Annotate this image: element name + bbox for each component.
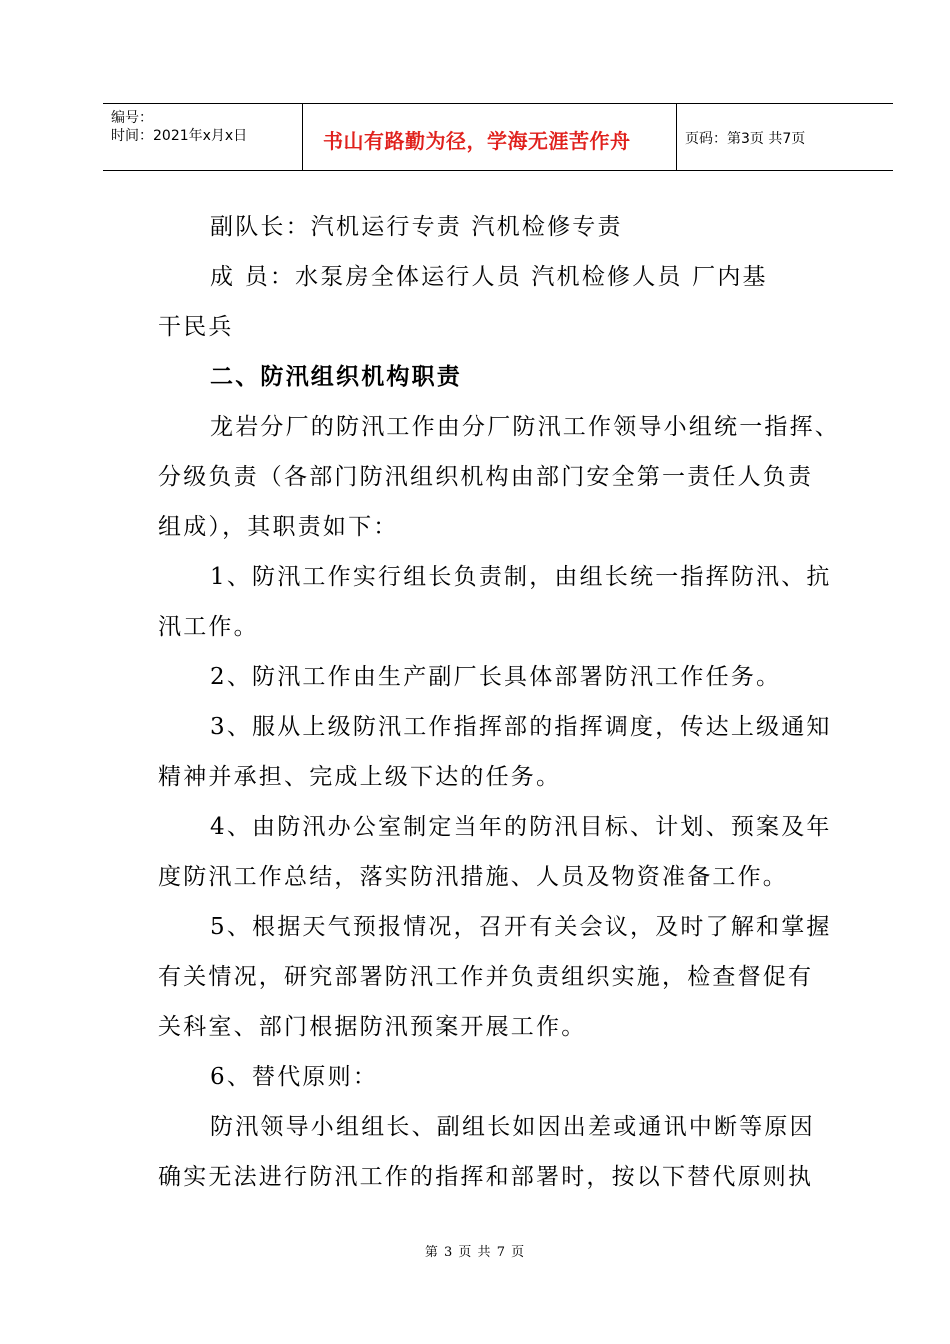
- header-motto: 书山有路勤为径，学海无涯苦作舟: [323, 129, 631, 153]
- paragraph-line: 分级负责（各部门防汛组织机构由部门安全第一责任人负责: [158, 464, 814, 490]
- paragraph-line: 确实无法进行防汛工作的指挥和部署时，按以下替代原则执: [158, 1164, 814, 1190]
- list-item-5: 5、根据天气预报情况，召开有关会议，及时了解和掌握: [210, 914, 832, 940]
- section-heading: 二、防汛组织机构职责: [210, 364, 462, 390]
- list-item-6: 6、替代原则：: [210, 1064, 379, 1090]
- list-item-2: 2、防汛工作由生产副厂长具体部署防汛工作任务。: [210, 664, 782, 690]
- document-header: [103, 103, 893, 171]
- list-item-1-cont: 汛工作。: [158, 614, 259, 640]
- members-line: 成 员：水泵房全体运行人员 汽机检修人员 厂内基: [210, 264, 768, 290]
- header-info-cell: [103, 104, 303, 170]
- list-item-3-cont: 精神并承担、完成上级下达的任务。: [158, 764, 562, 790]
- header-page-number: 页码：第3页 共7页: [685, 131, 806, 147]
- members-line-cont: 干民兵: [158, 314, 234, 340]
- list-item-4-cont: 度防汛工作总结，落实防汛措施、人员及物资准备工作。: [158, 864, 788, 890]
- serial-number-label: 编号：: [111, 110, 153, 126]
- paragraph-line: 龙岩分厂的防汛工作由分厂防汛工作领导小组统一指挥、: [210, 414, 840, 440]
- paragraph-line: 组成），其职责如下：: [158, 514, 399, 540]
- list-item-5-cont: 有关情况，研究部署防汛工作并负责组织实施，检查督促有: [158, 964, 814, 990]
- list-item-1: 1、防汛工作实行组长负责制，由组长统一指挥防汛、抗: [210, 564, 832, 590]
- list-item-5-cont: 关科室、部门根据防汛预案开展工作。: [158, 1014, 587, 1040]
- header-motto-cell: [303, 104, 677, 170]
- page-footer: 第 3 页 共 7 页: [424, 1245, 526, 1260]
- paragraph-line: 防汛领导小组组长、副组长如因出差或通讯中断等原因: [210, 1114, 815, 1140]
- header-page-cell: [677, 104, 893, 170]
- list-item-4: 4、由防汛办公室制定当年的防汛目标、计划、预案及年: [210, 814, 832, 840]
- list-item-3: 3、服从上级防汛工作指挥部的指挥调度，传达上级通知: [210, 714, 832, 740]
- date-label: 时间：2021年x月x日: [111, 128, 248, 144]
- deputy-leader-line: 副队长：汽机运行专责 汽机检修专责: [210, 214, 623, 240]
